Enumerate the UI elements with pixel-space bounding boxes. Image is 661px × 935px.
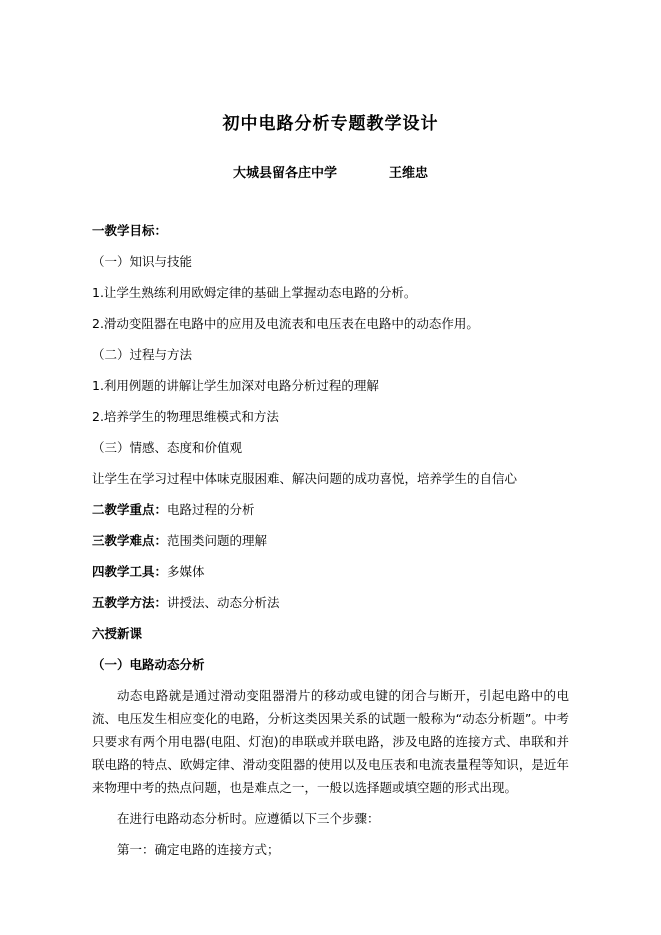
byline-school: 大城县留各庄中学 xyxy=(232,166,337,181)
key-points-label: 二教学重点： xyxy=(92,502,168,517)
tools-text: 多媒体 xyxy=(167,564,205,579)
teaching-methods-text: 讲授法、动态分析法 xyxy=(167,595,280,610)
heading-objectives: 一教学目标： xyxy=(92,223,168,238)
subheading-emotion-values: （三）情感、态度和价值观 xyxy=(92,440,243,455)
tools-label: 四教学工具： xyxy=(92,564,168,579)
line-key-points xyxy=(92,498,569,521)
emotion-values-text: 让学生在学习过程中体味克服困难、解决问题的成功喜悦，培养学生的自信心 xyxy=(92,471,518,486)
method-item-2: 2.培养学生的物理思维模式和方法 xyxy=(92,409,279,424)
subheading-dynamic-analysis: （一）电路动态分析 xyxy=(92,657,205,672)
teaching-methods-label: 五教学方法： xyxy=(92,595,168,610)
para-dynamic-intro: 动态电路就是通过滑动变阻器滑片的移动或电键的闭合与断开，引起电路中的电流、电压发生相应变化的电路，分析这类因果关系的试题一般称为“动态分析题”。中考只要求有两个用电器(电阻、灯泡)的串联或并联电路，涉及电路的连接方式、串联和并联电路的特点、欧姆定律、滑动变阻器的使用以及电压表和电流表量程等知识，是近年来物理中考的热点问题，也是难点之一，一般以选择题或填空题的形式出现。 xyxy=(92,688,569,795)
objective-item-2: 2.滑动变阻器在电路中的应用及电流表和电压表在电路中的动态作用。 xyxy=(92,316,479,331)
key-points-text: 电路过程的分析 xyxy=(167,502,255,517)
objective-item-1: 1.让学生熟练利用欧姆定律的基础上掌握动态电路的分析。 xyxy=(92,285,417,300)
document-title: 初中电路分析专题教学设计 xyxy=(222,114,439,134)
line-difficulties xyxy=(92,529,569,552)
document-body xyxy=(92,219,569,861)
line-teaching-methods xyxy=(92,591,569,614)
line-tools xyxy=(92,560,569,583)
difficulties-label: 三教学难点： xyxy=(92,533,168,548)
para-step-1: 第一：确定电路的连接方式； xyxy=(117,842,280,857)
subheading-knowledge-skills: （一）知识与技能 xyxy=(92,254,193,269)
heading-new-lesson: 六授新课 xyxy=(92,626,143,641)
method-item-1: 1.利用例题的讲解让学生加深对电路分析过程的理解 xyxy=(92,378,379,393)
difficulties-text: 范围类问题的理解 xyxy=(167,533,268,548)
byline-author: 王维忠 xyxy=(389,166,429,181)
para-steps-intro: 在进行电路动态分析时。应遵循以下三个步骤： xyxy=(117,811,380,826)
byline xyxy=(92,165,569,183)
subheading-process-methods: （二）过程与方法 xyxy=(92,347,193,362)
